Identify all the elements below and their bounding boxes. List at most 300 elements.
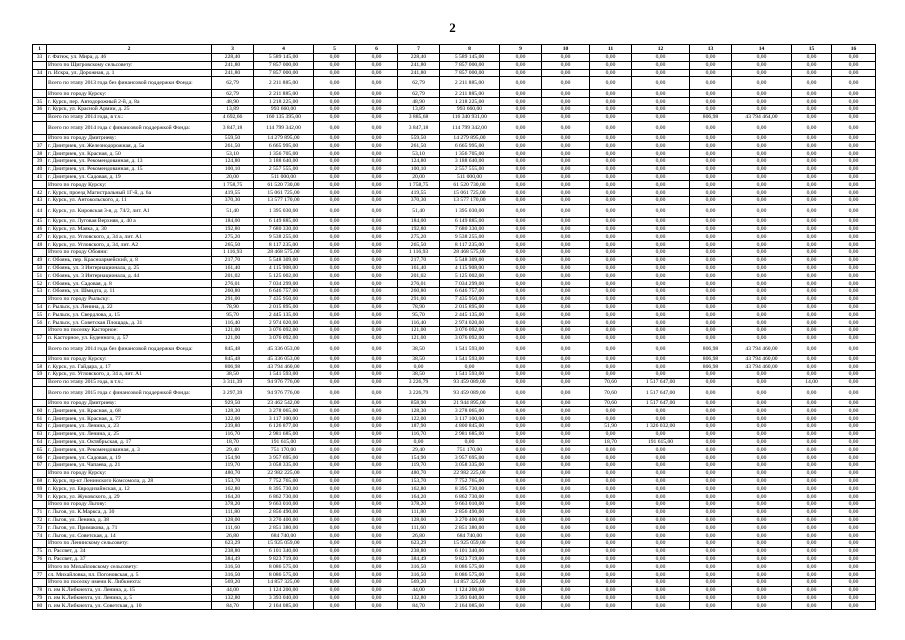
value-cell: 78,90 (398, 303, 440, 311)
address-cell: г. Дмитриев, ул. Красная, д. 50 (47, 150, 212, 158)
value-cell: 0,00 (832, 196, 876, 204)
column-header: 2 (47, 45, 212, 54)
address-cell: Итого по Ленинскому сельсовету: (47, 540, 212, 548)
row-number-cell: 54 (33, 303, 47, 311)
value-cell: 14,00 (792, 378, 832, 386)
value-cell: 0,00 (690, 61, 732, 69)
row-number-cell (33, 134, 47, 142)
value-cell: 0,00 (690, 415, 732, 423)
value-cell: 0,00 (732, 378, 792, 386)
value-cell: 0,00 (590, 319, 632, 327)
table-row (33, 508, 876, 516)
value-cell: 2 851 380,00 (440, 524, 500, 532)
value-cell: 1 541 593,00 (440, 355, 500, 363)
value-cell: 0,00 (732, 241, 792, 249)
value-cell: 7 857 000,00 (254, 61, 314, 69)
address-cell: г. Дмитриев, ул. Красная, д. 77 (47, 415, 212, 423)
row-number-cell: 72 (33, 516, 47, 524)
value-cell: 0,00 (314, 204, 356, 217)
table-row (33, 524, 876, 532)
value-cell: 3 076 092,00 (254, 326, 314, 334)
value-cell: 0,00 (832, 61, 876, 69)
value-cell: 0,00 (500, 165, 542, 173)
value-cell: 0,00 (792, 196, 832, 204)
value-cell: 0,00 (690, 181, 732, 189)
value-cell: 0,00 (500, 295, 542, 303)
value-cell: 0,00 (356, 423, 398, 431)
value-cell: 1 326 032,00 (632, 423, 690, 431)
subtotal-row (33, 113, 876, 121)
address-cell: г. Курск, ул. Евродизайнская, д. 12 (47, 485, 212, 493)
value-cell: 0,00 (590, 586, 632, 594)
row-number-cell: 42 (33, 189, 47, 197)
value-cell: 2 211 885,00 (440, 90, 500, 98)
value-cell: 0,00 (356, 594, 398, 602)
value-cell: 0,00 (356, 319, 398, 327)
value-cell: 0,00 (690, 90, 732, 98)
table-row (33, 555, 876, 563)
value-cell: 0,00 (590, 462, 632, 470)
value-cell: 0,00 (590, 113, 632, 121)
value-cell: 0,00 (314, 295, 356, 303)
value-cell: 0,00 (632, 508, 690, 516)
value-cell: 845,48 (212, 355, 254, 363)
value-cell: 0,00 (314, 90, 356, 98)
value-cell: 23 462 542,00 (254, 399, 314, 407)
value-cell: 0,00 (792, 423, 832, 431)
value-cell: 128,30 (398, 407, 440, 415)
value-cell: 15 925 059,00 (440, 540, 500, 548)
value-cell: 0,00 (732, 547, 792, 555)
value-cell: 260,80 (398, 287, 440, 295)
address-cell: г. Льгов, ул. Ленина, д. 38 (47, 516, 212, 524)
row-number-cell (33, 326, 47, 334)
value-cell: 0,00 (500, 415, 542, 423)
table-row (33, 415, 876, 423)
value-cell: 48,90 (212, 98, 254, 106)
value-cell: 0,00 (314, 98, 356, 106)
value-cell: 0,00 (500, 303, 542, 311)
value-cell: 0,00 (356, 196, 398, 204)
value-cell: 0,00 (314, 241, 356, 249)
value-cell: 3 117 100,00 (440, 415, 500, 423)
value-cell: 0,00 (356, 142, 398, 150)
table-row (33, 571, 876, 579)
value-cell: 3 076 092,00 (440, 334, 500, 342)
address-cell: Всего по этапу 2015 года, в т.ч.: (47, 378, 212, 386)
value-cell: 0,00 (500, 438, 542, 446)
row-number-cell (33, 540, 47, 548)
value-cell: 18,70 (590, 438, 632, 446)
value-cell: 0,00 (690, 272, 732, 280)
row-number-cell: 78 (33, 586, 47, 594)
value-cell: 0,00 (632, 446, 690, 454)
value-cell: 0,00 (732, 165, 792, 173)
value-cell: 0,00 (500, 477, 542, 485)
table-row (33, 462, 876, 470)
value-cell: 7 752 765,00 (254, 477, 314, 485)
value-cell: 0,00 (356, 113, 398, 121)
value-cell: 0,00 (356, 524, 398, 532)
value-cell: 0,00 (792, 326, 832, 334)
value-cell: 378,20 (398, 501, 440, 509)
value-cell: 61 520 730,00 (254, 181, 314, 189)
value-cell: 0,00 (314, 469, 356, 477)
value-cell: 0,00 (314, 594, 356, 602)
value-cell: 93 459 089,00 (440, 378, 500, 386)
value-cell: 0,00 (542, 54, 590, 62)
value-cell: 0,00 (314, 165, 356, 173)
value-cell: 0,00 (314, 142, 356, 150)
row-number-cell (33, 295, 47, 303)
value-cell: 191 615,00 (632, 438, 690, 446)
table-row (33, 196, 876, 204)
value-cell: 0,00 (832, 217, 876, 225)
value-cell: 51,40 (398, 204, 440, 217)
address-cell: г. Курск, ул. Маяка, д. 30 (47, 225, 212, 233)
value-cell: 45 336 053,00 (254, 355, 314, 363)
value-cell: 0,00 (542, 196, 590, 204)
value-cell: 1 758,75 (212, 181, 254, 189)
value-cell: 0,00 (500, 311, 542, 319)
value-cell: 0,00 (356, 77, 398, 90)
value-cell: 0,00 (690, 196, 732, 204)
value-cell: 8 117 235,00 (440, 241, 500, 249)
value-cell: 0,00 (542, 438, 590, 446)
value-cell: 0,00 (542, 430, 590, 438)
row-number-cell: 52 (33, 280, 47, 288)
row-number-cell: 49 (33, 256, 47, 264)
column-header: 11 (590, 45, 632, 54)
value-cell: 2 211 885,00 (254, 90, 314, 98)
address-cell: г. Дмитриев, ул. Рекомендованная, д. 13 (47, 157, 212, 165)
value-cell: 38,50 (398, 342, 440, 355)
value-cell: 0,00 (792, 121, 832, 134)
value-cell: 0,00 (356, 579, 398, 587)
value-cell: 0,00 (732, 157, 792, 165)
value-cell: 0,00 (792, 594, 832, 602)
value-cell: 261,50 (212, 142, 254, 150)
value-cell: 0,00 (690, 399, 732, 407)
value-cell: 0,00 (732, 280, 792, 288)
value-cell: 0,00 (590, 272, 632, 280)
value-cell: 0,00 (732, 594, 792, 602)
value-cell: 0,00 (632, 371, 690, 379)
value-cell: 0,00 (690, 532, 732, 540)
value-cell: 3 393 040,00 (254, 594, 314, 602)
row-number-cell: 36 (33, 105, 47, 113)
value-cell: 0,00 (542, 181, 590, 189)
value-cell: 0,00 (792, 272, 832, 280)
value-cell: 0,00 (356, 493, 398, 501)
table-row (33, 493, 876, 501)
value-cell: 0,00 (314, 217, 356, 225)
value-cell: 0,00 (356, 378, 398, 386)
address-cell: г. Обоянь, ул. 3 Интернационала, д. 44 (47, 272, 212, 280)
value-cell: 128,30 (212, 407, 254, 415)
value-cell: 0,00 (542, 326, 590, 334)
table-row (33, 334, 876, 342)
value-cell: 0,00 (690, 334, 732, 342)
value-cell: 0,00 (732, 90, 792, 98)
value-cell: 70,60 (590, 399, 632, 407)
value-cell: 0,00 (542, 355, 590, 363)
value-cell: 0,00 (356, 105, 398, 113)
value-cell: 0,00 (732, 469, 792, 477)
value-cell: 0,00 (832, 477, 876, 485)
table-row (33, 157, 876, 165)
value-cell: 291,00 (212, 295, 254, 303)
value-cell: 0,00 (542, 524, 590, 532)
value-cell: 0,00 (542, 311, 590, 319)
value-cell: 0,00 (356, 264, 398, 272)
value-cell: 1 218 225,00 (254, 98, 314, 106)
subtotal-row (33, 386, 876, 399)
value-cell: 7 034 299,00 (440, 280, 500, 288)
column-header: 14 (732, 45, 792, 54)
value-cell: 0,00 (690, 462, 732, 470)
value-cell: 0,00 (314, 363, 356, 371)
value-cell: 62,79 (398, 90, 440, 98)
value-cell: 0,00 (314, 334, 356, 342)
value-cell: 0,00 (690, 446, 732, 454)
value-cell: 160 135 395,00 (254, 113, 314, 121)
subtotal-row (33, 355, 876, 363)
value-cell: 0,00 (632, 272, 690, 280)
column-header: 16 (832, 45, 876, 54)
value-cell: 0,00 (832, 134, 876, 142)
value-cell: 0,00 (398, 438, 440, 446)
value-cell: 1 541 593,00 (254, 371, 314, 379)
value-cell: 0,00 (590, 547, 632, 555)
subtotal-row (33, 540, 876, 548)
value-cell: 0,00 (690, 602, 732, 610)
value-cell: 0,00 (542, 469, 590, 477)
value-cell: 3 188 640,00 (254, 157, 314, 165)
value-cell: 0,00 (314, 508, 356, 516)
value-cell: 1 356 705,00 (440, 150, 500, 158)
table-row (33, 311, 876, 319)
value-cell: 0,00 (832, 303, 876, 311)
table-row (33, 363, 876, 371)
address-cell: г. Курск, ул. Антокольского, д. 11 (47, 196, 212, 204)
address-cell: г. Льгов, ул. Советская, д. 14 (47, 532, 212, 540)
value-cell: 0,00 (832, 516, 876, 524)
value-cell: 0,00 (690, 579, 732, 587)
value-cell: 0,00 (632, 90, 690, 98)
value-cell: 0,00 (792, 579, 832, 587)
value-cell: 0,00 (832, 256, 876, 264)
value-cell: 0,00 (832, 454, 876, 462)
value-cell: 0,00 (732, 142, 792, 150)
value-cell: 559,50 (212, 134, 254, 142)
value-cell: 0,00 (632, 233, 690, 241)
value-cell: 0,00 (832, 547, 876, 555)
column-header: 12 (632, 45, 690, 54)
value-cell: 0,00 (590, 189, 632, 197)
value-cell: 275,20 (398, 233, 440, 241)
value-cell: 20,00 (398, 173, 440, 181)
value-cell: 0,00 (500, 272, 542, 280)
value-cell: 0,00 (356, 204, 398, 217)
address-cell: г. Курск, ул. Угловского, д. 34 а, лит. А1 (47, 233, 212, 241)
value-cell: 5 548 309,00 (440, 256, 500, 264)
address-cell: Итого по Щигровскому сельсовету: (47, 61, 212, 69)
page-number: 2 (449, 20, 456, 35)
row-number-cell: 41 (33, 173, 47, 181)
value-cell: 0,00 (590, 563, 632, 571)
value-cell: 0,00 (314, 493, 356, 501)
subtotal-row (33, 469, 876, 477)
value-cell: 0,00 (440, 363, 500, 371)
value-cell: 511 000,00 (254, 173, 314, 181)
value-cell: 0,00 (542, 165, 590, 173)
value-cell: 0,00 (732, 555, 792, 563)
row-number-cell: 65 (33, 446, 47, 454)
value-cell: 94 976 776,00 (254, 378, 314, 386)
value-cell: 0,00 (792, 602, 832, 610)
column-header: 6 (356, 45, 398, 54)
value-cell: 0,00 (500, 264, 542, 272)
value-cell: 153,70 (212, 477, 254, 485)
value-cell: 5 589 145,00 (440, 54, 500, 62)
value-cell: 0,00 (500, 280, 542, 288)
value-cell: 0,00 (314, 547, 356, 555)
value-cell: 0,00 (590, 540, 632, 548)
value-cell: 0,00 (732, 105, 792, 113)
value-cell: 0,00 (732, 295, 792, 303)
value-cell: 684 740,00 (254, 532, 314, 540)
row-number-cell: 50 (33, 264, 47, 272)
value-cell: 14 857 325,00 (440, 579, 500, 587)
value-cell: 0,00 (832, 342, 876, 355)
value-cell: 0,00 (792, 256, 832, 264)
value-cell: 0,00 (500, 579, 542, 587)
column-header: 10 (542, 45, 590, 54)
value-cell: 29,40 (398, 446, 440, 454)
value-cell: 13,89 (212, 105, 254, 113)
value-cell: 0,00 (792, 264, 832, 272)
address-cell: п. Искра, ул. Дорожная, д. 1 (47, 69, 212, 77)
value-cell: 751 170,00 (440, 446, 500, 454)
value-cell: 0,00 (542, 540, 590, 548)
value-cell: 0,00 (632, 142, 690, 150)
row-number-cell: 62 (33, 423, 47, 431)
value-cell: 0,00 (832, 326, 876, 334)
value-cell: 0,00 (500, 462, 542, 470)
value-cell: 121,00 (212, 334, 254, 342)
value-cell: 0,00 (632, 540, 690, 548)
address-cell: г. Курск, ул. Красной Армии, д. 25 (47, 105, 212, 113)
row-number-cell: 44 (33, 204, 47, 217)
value-cell: 4 115 908,00 (440, 264, 500, 272)
value-cell: 0,00 (500, 54, 542, 62)
row-number-cell (33, 378, 47, 386)
value-cell: 0,00 (732, 386, 792, 399)
value-cell: 0,00 (732, 150, 792, 158)
value-cell: 0,00 (542, 563, 590, 571)
value-cell: 0,00 (632, 415, 690, 423)
value-cell: 0,00 (314, 446, 356, 454)
value-cell: 2 015 895,00 (254, 303, 314, 311)
value-cell: 0,00 (542, 173, 590, 181)
value-cell: 3 393 040,00 (440, 594, 500, 602)
value-cell: 0,00 (542, 386, 590, 399)
value-cell: 0,00 (690, 225, 732, 233)
value-cell: 0,00 (690, 485, 732, 493)
value-cell: 0,00 (792, 407, 832, 415)
value-cell: 0,00 (792, 311, 832, 319)
table-row (33, 516, 876, 524)
value-cell: 0,00 (314, 532, 356, 540)
row-number-cell: 80 (33, 602, 47, 610)
value-cell: 43 794 464,00 (732, 113, 792, 121)
value-cell: 0,00 (590, 165, 632, 173)
value-cell: 7 857 000,00 (254, 69, 314, 77)
value-cell: 0,00 (500, 248, 542, 256)
value-cell: 3 885,68 (398, 113, 440, 121)
value-cell: 0,00 (832, 189, 876, 197)
value-cell: 0,00 (542, 363, 590, 371)
value-cell: 38,50 (398, 355, 440, 363)
value-cell: 0,00 (690, 407, 732, 415)
value-cell: 0,00 (690, 189, 732, 197)
value-cell: 0,00 (832, 241, 876, 249)
value-cell: 0,00 (590, 342, 632, 355)
value-cell: 1 124 200,00 (440, 586, 500, 594)
value-cell: 0,00 (356, 150, 398, 158)
value-cell: 0,00 (632, 454, 690, 462)
value-cell: 0,00 (632, 532, 690, 540)
value-cell: 6 101 340,00 (440, 547, 500, 555)
value-cell: 0,00 (356, 415, 398, 423)
value-cell: 1 218 225,00 (440, 98, 500, 106)
value-cell: 0,00 (314, 454, 356, 462)
value-cell: 0,00 (314, 371, 356, 379)
value-cell: 0,00 (542, 532, 590, 540)
address-cell: Итого по городу Курску: (47, 469, 212, 477)
value-cell: 0,00 (356, 295, 398, 303)
value-cell: 0,00 (500, 90, 542, 98)
value-cell: 0,00 (632, 134, 690, 142)
value-cell: 0,00 (500, 371, 542, 379)
value-cell: 0,00 (356, 121, 398, 134)
value-cell: 0,00 (732, 189, 792, 197)
table-row (33, 98, 876, 106)
value-cell: 0,00 (356, 287, 398, 295)
value-cell: 241,80 (398, 61, 440, 69)
value-cell: 0,00 (632, 241, 690, 249)
value-cell: 7 752 765,00 (440, 477, 500, 485)
address-cell: г. Дмитриев, ул. Октябрьская, д. 17 (47, 438, 212, 446)
value-cell: 0,00 (792, 430, 832, 438)
value-cell: 0,00 (632, 571, 690, 579)
value-cell: 559,50 (398, 134, 440, 142)
value-cell: 0,00 (542, 477, 590, 485)
address-cell: сл. Михайловка, пл. Погоновская, д. 5 (47, 571, 212, 579)
address-cell: г. Обоянь, пер. Красноармейский, д. 8 (47, 256, 212, 264)
value-cell: 0,00 (632, 196, 690, 204)
value-cell: 0,00 (500, 363, 542, 371)
value-cell: 164,20 (212, 493, 254, 501)
value-cell: 0,00 (314, 555, 356, 563)
value-cell: 0,00 (732, 508, 792, 516)
value-cell: 0,00 (500, 113, 542, 121)
value-cell: 0,00 (500, 233, 542, 241)
value-cell: 2 974 020,00 (440, 319, 500, 327)
value-cell: 0,00 (732, 516, 792, 524)
value-cell: 0,00 (832, 54, 876, 62)
